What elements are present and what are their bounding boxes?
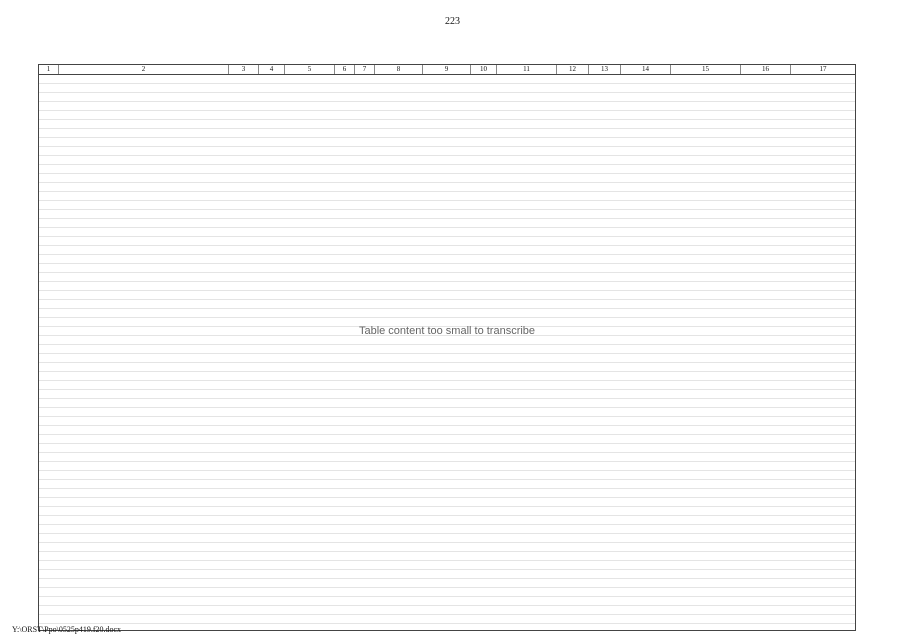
column-number: 13 [589,65,621,74]
column-number: 12 [557,65,589,74]
page-number: 223 [445,16,460,27]
column-number: 8 [375,65,423,74]
column-number: 7 [355,65,375,74]
housing-table [38,64,856,631]
illegible-notice: Table content too small to transcribe [358,325,536,337]
column-number: 1 [39,65,59,74]
column-number: 16 [741,65,791,74]
column-number: 17 [819,65,827,73]
column-number: 15 [671,65,741,74]
column-number-row [39,65,855,75]
column-number: 14 [621,65,671,74]
column-number: 2 [59,65,229,74]
column-number: 3 [229,65,259,74]
column-number: 11 [497,65,557,74]
column-number: 6 [335,65,355,74]
table-body-placeholder [39,75,855,630]
column-number: 5 [285,65,335,74]
column-number: 10 [471,65,497,74]
document-path: Y:\ORST\Ppo\0525p419.f20.docx [12,625,122,634]
column-number: 4 [259,65,285,74]
column-number: 9 [423,65,471,74]
